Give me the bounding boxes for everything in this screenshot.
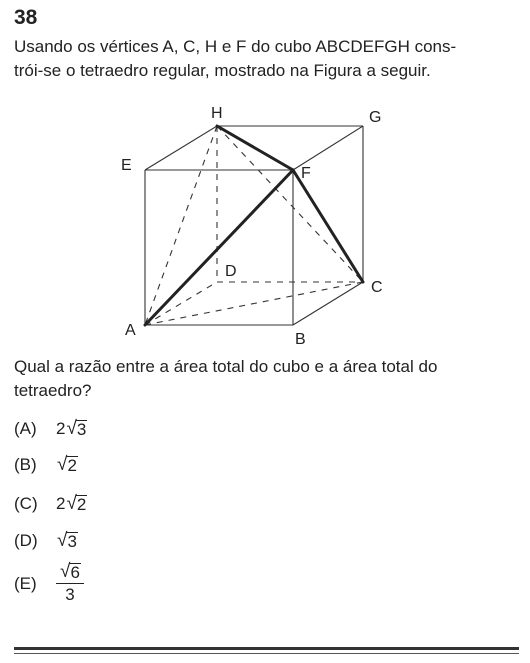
sqrt-symbol: √ <box>66 493 77 514</box>
vertex-label-G: G <box>369 109 382 126</box>
option-letter: (A) <box>14 419 37 438</box>
coefficient: 2 <box>56 419 66 438</box>
statement-line-2: trói-se o tetraedro regular, mostrado na Figura a seguir. <box>14 61 431 80</box>
statement-line-1: Usando os vértices A, C, H e F do cubo ABCDEFGH cons- <box>14 37 457 56</box>
option-letter: (C) <box>14 494 38 513</box>
vertex-label-A: A <box>125 322 136 339</box>
square-root <box>57 456 78 474</box>
square-root <box>66 420 87 438</box>
footer-divider <box>14 647 519 650</box>
option-e[interactable] <box>14 562 84 605</box>
tetra-edge-FC <box>293 170 363 282</box>
sqrt-symbol: √ <box>66 418 77 439</box>
radicand: 6 <box>70 563 80 582</box>
option-expression <box>56 532 78 550</box>
tetra-edge-HF <box>217 126 293 170</box>
option-letter: (D) <box>14 531 38 550</box>
option-expression <box>56 419 87 439</box>
hidden-edge-HC <box>217 126 363 282</box>
vertex-label-F: F <box>301 165 311 182</box>
fraction <box>56 562 84 605</box>
hidden-edge-AC <box>145 282 363 325</box>
radicand: 2 <box>67 456 77 475</box>
option-d[interactable] <box>14 531 78 551</box>
option-expression <box>56 494 87 514</box>
edge-EH <box>145 126 217 170</box>
hidden-edge-HA <box>145 126 217 325</box>
square-root <box>60 563 81 581</box>
vertex-label-D: D <box>225 263 237 280</box>
option-b[interactable] <box>14 455 78 475</box>
coefficient: 2 <box>56 494 66 513</box>
radicand: 3 <box>76 420 87 439</box>
option-letter: (B) <box>14 455 37 474</box>
cube-figure <box>105 100 405 350</box>
option-letter: (E) <box>14 573 37 593</box>
edge-FG <box>293 126 363 170</box>
option-expression <box>56 456 78 474</box>
radicand: 2 <box>76 495 87 514</box>
radicand: 3 <box>67 532 77 551</box>
vertex-label-B: B <box>295 331 306 348</box>
footer-divider-thin <box>14 653 519 654</box>
sqrt-symbol: √ <box>60 561 71 582</box>
tetra-edge-FA <box>145 170 293 325</box>
sqrt-symbol: √ <box>57 454 68 475</box>
question-prompt: Qual a razão entre a área total do cubo e a área total do tetraedro? <box>14 357 438 400</box>
fraction-denominator: 3 <box>65 585 75 604</box>
vertex-label-E: E <box>121 157 132 174</box>
sqrt-symbol: √ <box>57 530 68 551</box>
square-root <box>57 532 78 550</box>
vertex-label-C: C <box>371 279 383 296</box>
option-a[interactable] <box>14 419 87 439</box>
fraction-numerator <box>56 562 84 584</box>
option-c[interactable] <box>14 494 87 514</box>
question-number: 38 <box>14 6 38 29</box>
square-root <box>66 495 87 513</box>
edge-BC <box>293 282 363 325</box>
vertex-label-H: H <box>211 105 223 122</box>
question-statement <box>14 35 514 83</box>
